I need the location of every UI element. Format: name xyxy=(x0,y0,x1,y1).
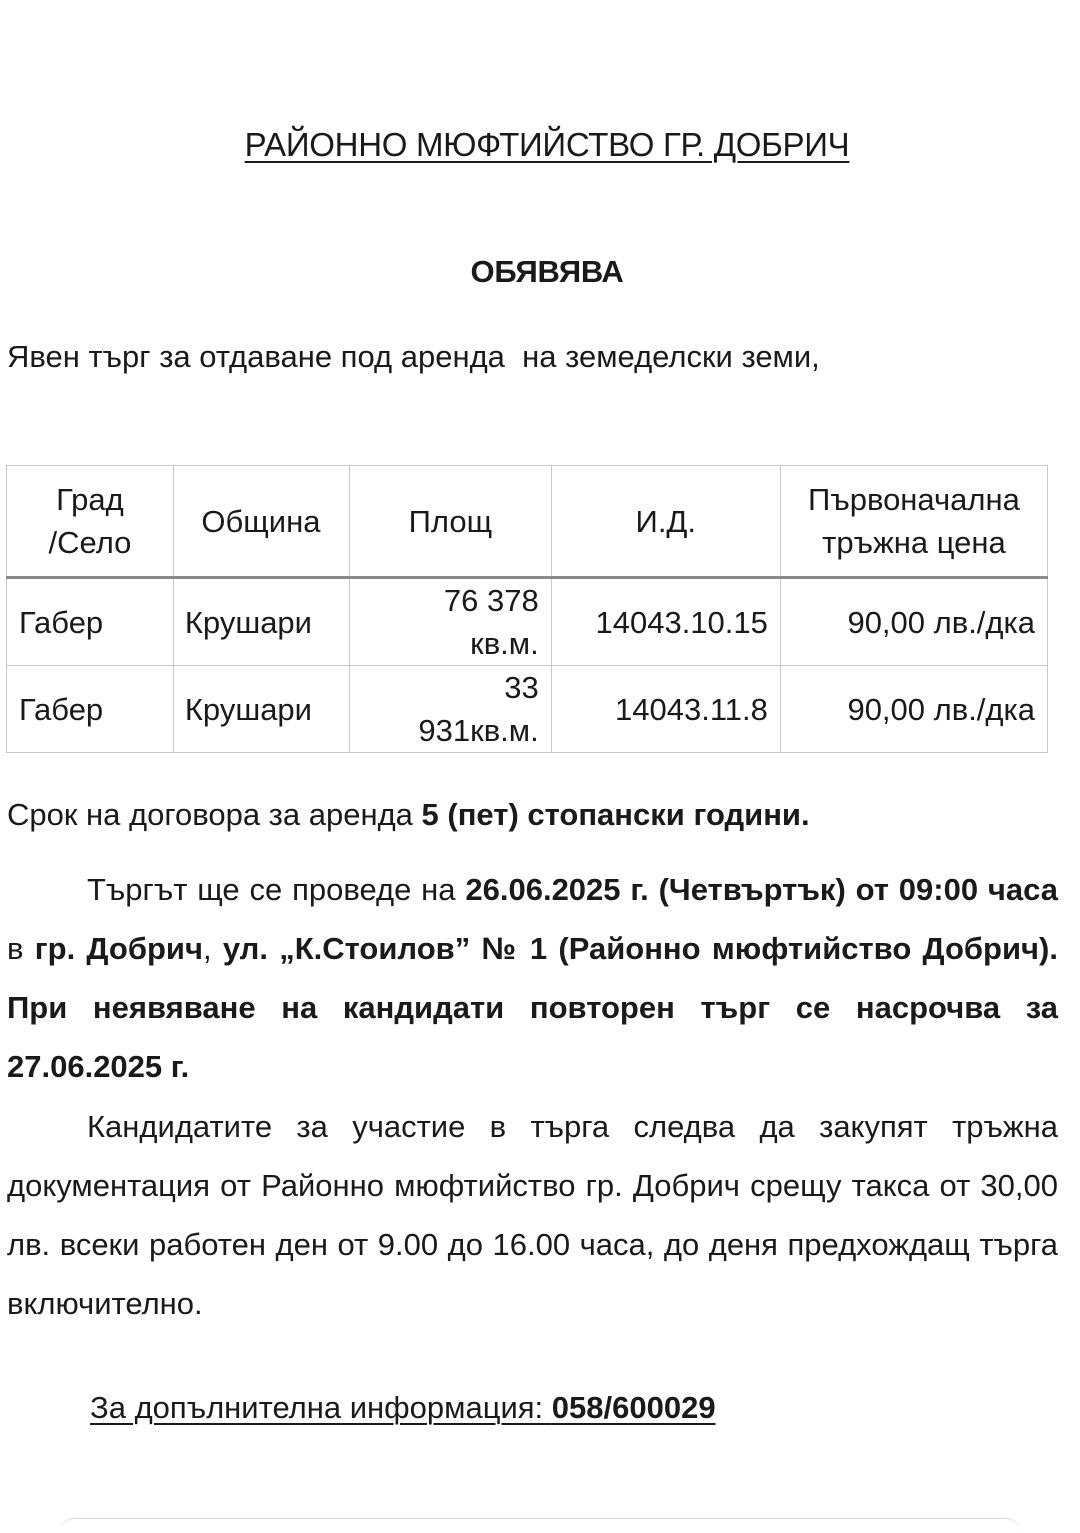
table-row xyxy=(7,666,1048,753)
announce-heading: ОБЯВЯВА xyxy=(470,254,624,289)
cell-area-line1: 76 378 xyxy=(443,583,539,618)
cell-id: 14043.11.8 xyxy=(551,666,780,753)
cell-id: 14043.10.15 xyxy=(551,578,780,666)
candidates-text: Кандидатите за участие в търга следва да закупят тръжна документация от Районно мюфтийство гр. Добрич срещу такса от 30,00 лв. всеки работен ден от 9.00 до 16.00 часа, до деня предхождащ търга включително. xyxy=(7,1109,1058,1321)
header-city-line2: /Село xyxy=(48,525,132,560)
auction-city: гр. Добрич xyxy=(34,931,203,966)
table-header-row xyxy=(7,466,1048,578)
header-municipality: Община xyxy=(173,466,349,578)
cell-area-line1: 33 xyxy=(504,670,539,705)
bottom-panel-edge xyxy=(60,1518,1020,1533)
header-area: Площ xyxy=(350,466,552,578)
contact-phone: 058/600029 xyxy=(551,1390,716,1425)
cell-price: 90,00 лв./дка xyxy=(780,666,1047,753)
header-price-line1: Първоначална xyxy=(808,482,1020,517)
cell-city: Габер xyxy=(7,578,174,666)
header-city-line1: Град xyxy=(56,482,124,517)
cell-municipality: Крушари xyxy=(173,578,349,666)
land-lots-table xyxy=(6,465,1048,753)
cell-area xyxy=(350,666,552,753)
auction-paragraph xyxy=(7,860,1058,1096)
lease-term-label: Срок на договора за аренда xyxy=(7,797,422,832)
lease-term xyxy=(7,785,1058,844)
cell-area-line2: 931кв.м. xyxy=(418,713,539,748)
auction-text-2: в xyxy=(7,931,35,966)
auction-date: 26.06.2025 г. (Четвъртък) от 09:00 часа xyxy=(465,872,1058,907)
candidates-paragraph xyxy=(7,1097,1058,1333)
contact-info xyxy=(90,1390,716,1426)
cell-area xyxy=(350,578,552,666)
contact-label: За допълнителна информация: xyxy=(90,1390,552,1425)
cell-price: 90,00 лв./дка xyxy=(780,578,1047,666)
lease-term-value: 5 (пет) стопански години. xyxy=(421,797,810,832)
auction-address: ул. „К.Стоилов” № 1 (Районно мюфтийство Добрич). При неявяване на кандидати повторен търг се насрочва за 27.06.2025 г. xyxy=(7,931,1058,1084)
header-price xyxy=(780,466,1047,578)
header-id: И.Д. xyxy=(551,466,780,578)
table-row xyxy=(7,578,1048,666)
document-title: РАЙОННО МЮФТИЙСТВО ГР. ДОБРИЧ xyxy=(244,126,850,163)
intro-text: Явен търг за отдаване под аренда на земеделски земи, xyxy=(7,339,820,374)
auction-text-3: , xyxy=(202,931,223,966)
header-city xyxy=(7,466,174,578)
cell-area-line2: кв.м. xyxy=(470,626,539,661)
auction-text-1: Търгът ще се проведе на xyxy=(87,872,466,907)
cell-city: Габер xyxy=(7,666,174,753)
cell-municipality: Крушари xyxy=(173,666,349,753)
header-price-line2: тръжна цена xyxy=(822,525,1006,560)
